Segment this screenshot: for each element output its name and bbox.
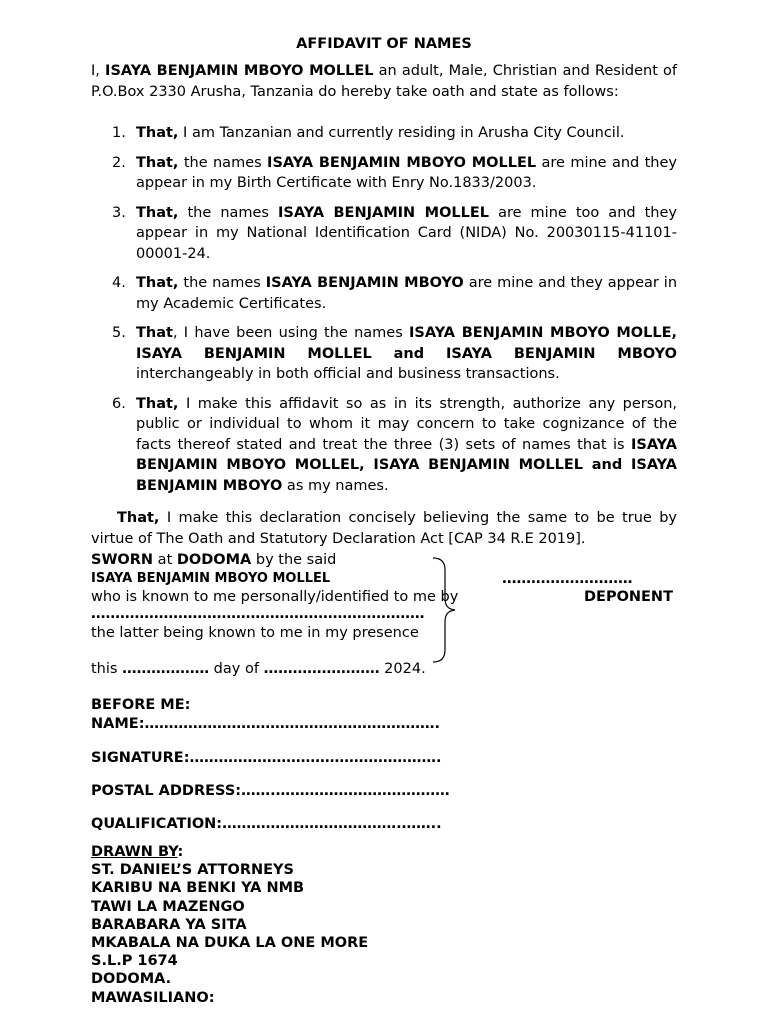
day-dots: ………………	[122, 661, 210, 677]
item-lead: That,	[136, 204, 179, 221]
drawn-by-colon: :	[177, 844, 184, 860]
document-title: AFFIDAVIT OF NAMES	[296, 36, 472, 52]
drawn-by-line: MAWASILIANO:	[91, 989, 215, 1006]
list-item	[91, 273, 677, 314]
item-lead: That,	[136, 125, 179, 141]
item-text: are mine and they appear in my Birth Certificate with Enry No.1833/2003.	[136, 154, 677, 191]
qualification-field: QUALIFICATION:……………………………….……..	[91, 816, 442, 832]
deponent-name: ISAYA BENJAMIN MBOYO MOLLEL	[105, 63, 374, 79]
item-text: , I have been using the names	[172, 325, 410, 341]
day-of: day of	[209, 661, 264, 677]
list-item	[91, 323, 677, 385]
item-text: the names	[178, 154, 268, 171]
item-number: 2.	[112, 154, 126, 171]
declaration-lead: That,	[117, 510, 160, 526]
drawn-by-block	[91, 843, 368, 1007]
list-item	[91, 394, 677, 497]
date-this: this	[91, 661, 123, 677]
item-lead: That,	[136, 154, 179, 171]
drawn-by-line: TAWI LA MAZENGO	[91, 898, 245, 915]
drawn-by-line: ST. DANIEL’S ATTORNEYS	[91, 862, 294, 879]
item-number: 5.	[112, 325, 126, 341]
declaration-paragraph	[91, 508, 677, 550]
item-number: 4.	[112, 275, 126, 291]
before-me-heading: BEFORE ME:	[91, 697, 191, 713]
drawn-by-heading	[91, 843, 368, 861]
statement-list	[91, 123, 677, 505]
item-text: are mine too and they appear in my National Identification Card (NIDA) No. 20030115-41101-00001-24.	[136, 204, 677, 262]
drawn-by-line: MKABALA NA DUKA LA ONE MORE	[91, 935, 369, 952]
drawn-by-line: KARIBU NA BENKI YA NMB	[91, 880, 305, 897]
list-item	[91, 203, 677, 265]
item-number: 3.	[112, 204, 126, 221]
intro-prefix: I,	[91, 63, 106, 79]
item-bold-name: ISAYA BENJAMIN MBOYO	[265, 275, 464, 291]
curly-brace-icon	[431, 556, 461, 664]
declaration-text: I make this declaration concisely believing the same to be true by virtue of The Oath and Statutory Declaration Act [CAP 34 R.E 2019].	[91, 510, 677, 547]
item-text: interchangeably in both official and business transactions.	[136, 366, 560, 382]
item-lead: That,	[136, 395, 179, 412]
intro-text: an adult, Male, Christian and Resident of P.O.Box 2330 Arusha, Tanzania do hereby take oath and state as follows:	[91, 63, 678, 100]
sworn-word: SWORN	[91, 552, 154, 568]
item-text: the names	[178, 275, 266, 291]
postal-address-field: POSTAL ADDRESS:…….………………………………	[91, 783, 450, 799]
item-bold-name: ISAYA BENJAMIN MOLLEL	[278, 204, 490, 221]
item-text: I make this affidavit so as in its strength, authorize any person, public or individual to whom it may concern to take cognizance of the facts thereof stated and treat the three (3) sets of names that is	[136, 395, 677, 453]
year: 2024.	[379, 661, 426, 677]
item-text: the names	[178, 204, 279, 221]
item-text: as my names.	[282, 477, 389, 494]
deponent-label: DEPONENT	[584, 589, 673, 605]
commissioner-signature-field: SIGNATURE:…………………………………………….	[91, 750, 442, 766]
item-text: are mine and they appear in my Academic Certificates.	[136, 275, 678, 312]
sworn-by: by the said	[251, 552, 337, 568]
item-bold-name: ISAYA BENJAMIN MBOYO MOLLEL, ISAYA BENJAMIN MOLLEL and ISAYA BENJAMIN MBOYO	[136, 436, 677, 494]
item-number: 1.	[112, 125, 126, 141]
item-lead: That	[136, 325, 173, 341]
known-line: who is known to me personally/identified to me by	[91, 589, 459, 605]
drawn-by-label: DRAWN BY	[91, 844, 178, 860]
commissioner-name-field: NAME:…………………………………………………….	[91, 716, 440, 732]
item-number: 6.	[112, 395, 126, 412]
drawn-by-line: DODOMA.	[91, 971, 172, 988]
item-bold-name: ISAYA BENJAMIN MBOYO MOLLE, ISAYA BENJAMIN MOLLEL and ISAYA BENJAMIN MBOYO	[136, 325, 677, 362]
latter-line: the latter being known to me in my presence	[91, 625, 419, 641]
month-dots: ……………………	[263, 661, 380, 677]
intro-paragraph	[91, 61, 677, 103]
sworn-name: ISAYA BENJAMIN MBOYO MOLLEL	[91, 571, 331, 586]
sworn-line	[91, 552, 677, 568]
list-item	[91, 123, 677, 144]
sworn-place: DODOMA	[176, 552, 252, 568]
drawn-by-line: S.L.P 1674	[91, 953, 178, 970]
list-item	[91, 153, 677, 194]
deponent-signature-dots: ………………………	[502, 571, 633, 587]
sworn-at: at	[153, 552, 177, 568]
item-lead: That,	[136, 275, 179, 291]
identification-dots: ……………………………………………………………	[91, 606, 425, 622]
date-line	[91, 661, 677, 677]
drawn-by-line: BARABARA YA SITA	[91, 916, 247, 933]
item-bold-name: ISAYA BENJAMIN MBOYO MOLLEL	[267, 154, 537, 171]
item-text: I am Tanzanian and currently residing in Arusha City Council.	[178, 125, 625, 141]
